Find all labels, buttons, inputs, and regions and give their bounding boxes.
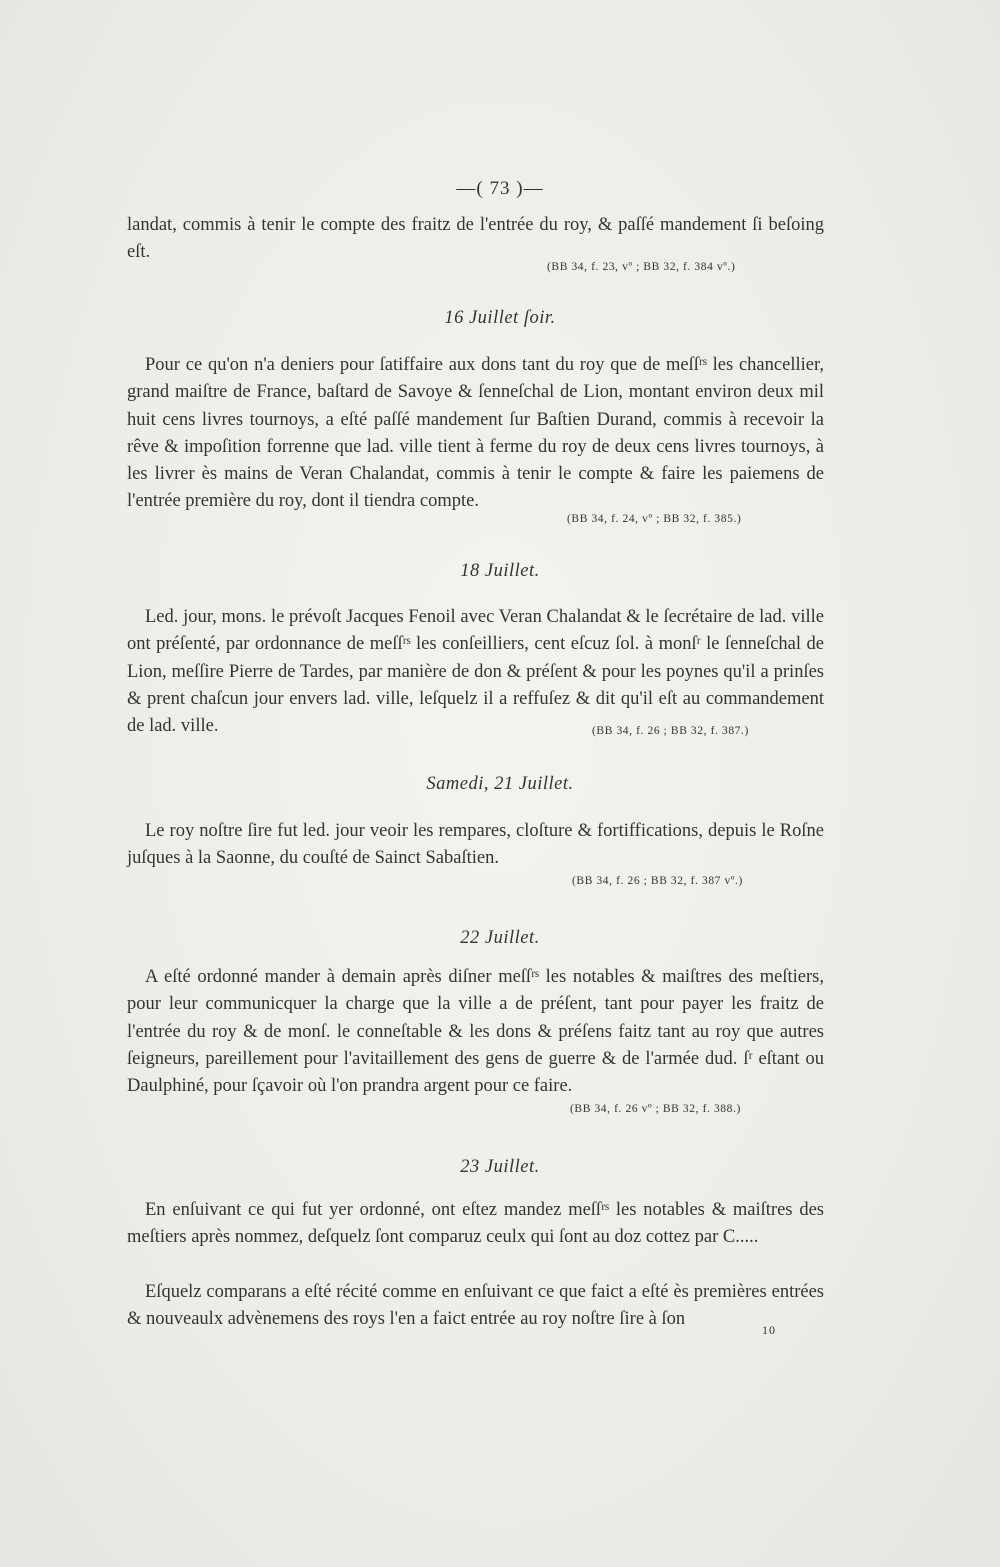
page-number: —( 73 )— [456, 178, 544, 199]
section-heading: 22 Juillet. [460, 928, 540, 948]
paragraph: landat, commis à tenir le compte des fraitz de l'entrée du roy, & paſſé mandement ſi beſoing eſt. [127, 215, 824, 263]
paragraph: Pour ce qu'on n'a deniers pour ſatiffaire aux dons tant du roy que de meſſʳˢ les chancellier, grand maiſtre de France, baſtard de Savoye & ſenneſchal de Lion, montant environ deux mil huit cens livres tournoys, a eſté paſſé mandement ſur Baſtien Durand, commis à recevoir la rêve & impoſition forrenne que lad. ville tient à ferme du roy de deux cens livres tournoys, à les livrer ès mains de Veran Chalandat, commis à tenir le compte & faire les paiemens de l'entrée première du roy, dont il tiendra compte. [127, 355, 824, 512]
archive-reference: (BB 34, f. 24, vº ; BB 32, f. 385.) [567, 513, 742, 525]
paragraph: A eſté ordonné mander à demain après diſner meſſʳˢ les notables & maiſtres des meſtiers, pour leur communicquer la charge que la ville a de préſent, tant pour payer les fraitz de l'entrée du roy & de monſ. le conneſtable & les dons & préſens faitz tant au roy que autres ſeigneurs, pareillement pour l'avitaillement des gens de guerre & de l'armée dud. ſʳ eſtant ou Daulphiné, pour ſçavoir où l'on prandra argent pour ce faire. [127, 967, 824, 1097]
paragraph: Led. jour, mons. le prévoſt Jacques Fenoil avec Veran Chalandat & le ſecrétaire de lad. ville ont préſenté, par ordonnance de meſſʳˢ les conſeilliers, cent eſcuz ſol. à monſʳ le ſenneſchal de Lion, meſſire Pierre de Tardes, par manière de don & préſent & pour les poynes qu'il a prinſes & prent chaſcun jour envers lad. ville, leſquelz il a reffuſez & dit qu'il eſt au commandement de lad. ville. [127, 607, 824, 737]
section-heading: 16 Juillet ſoir. [444, 308, 556, 328]
archive-reference: (BB 34, f. 26 ; BB 32, f. 387 vº.) [572, 875, 743, 887]
section-heading: 23 Juillet. [460, 1157, 540, 1177]
paragraph: Eſquelz comparans a eſté récité comme en enſuivant ce que faict a eſté ès premières entrées & nouveaulx advènemens des roys l'en a faict entrée au roy noſtre ſire à ſon [127, 1282, 824, 1330]
archive-reference: (BB 34, f. 23, vº ; BB 32, f. 384 vº.) [547, 261, 736, 273]
sheet-number: 10 [762, 1323, 776, 1337]
paragraph: En enſuivant ce qui fut yer ordonné, ont eſtez mandez meſſʳˢ les notables & maiſtres des meſtiers après nommez, deſquelz ſont comparuz ceulx qui ſont au doz cottez par C..... [127, 1200, 824, 1248]
section-heading: Samedi, 21 Juillet. [426, 774, 574, 794]
archive-reference: (BB 34, f. 26 ; BB 32, f. 387.) [592, 725, 749, 737]
paragraph: Le roy noſtre ſire fut led. jour veoir les rempares, cloſture & fortiffications, depuis le Roſne juſques à la Saonne, du couſté de Sainct Sabaſtien. [127, 821, 824, 869]
archive-reference: (BB 34, f. 26 vº ; BB 32, f. 388.) [570, 1103, 741, 1115]
section-heading: 18 Juillet. [460, 561, 540, 581]
